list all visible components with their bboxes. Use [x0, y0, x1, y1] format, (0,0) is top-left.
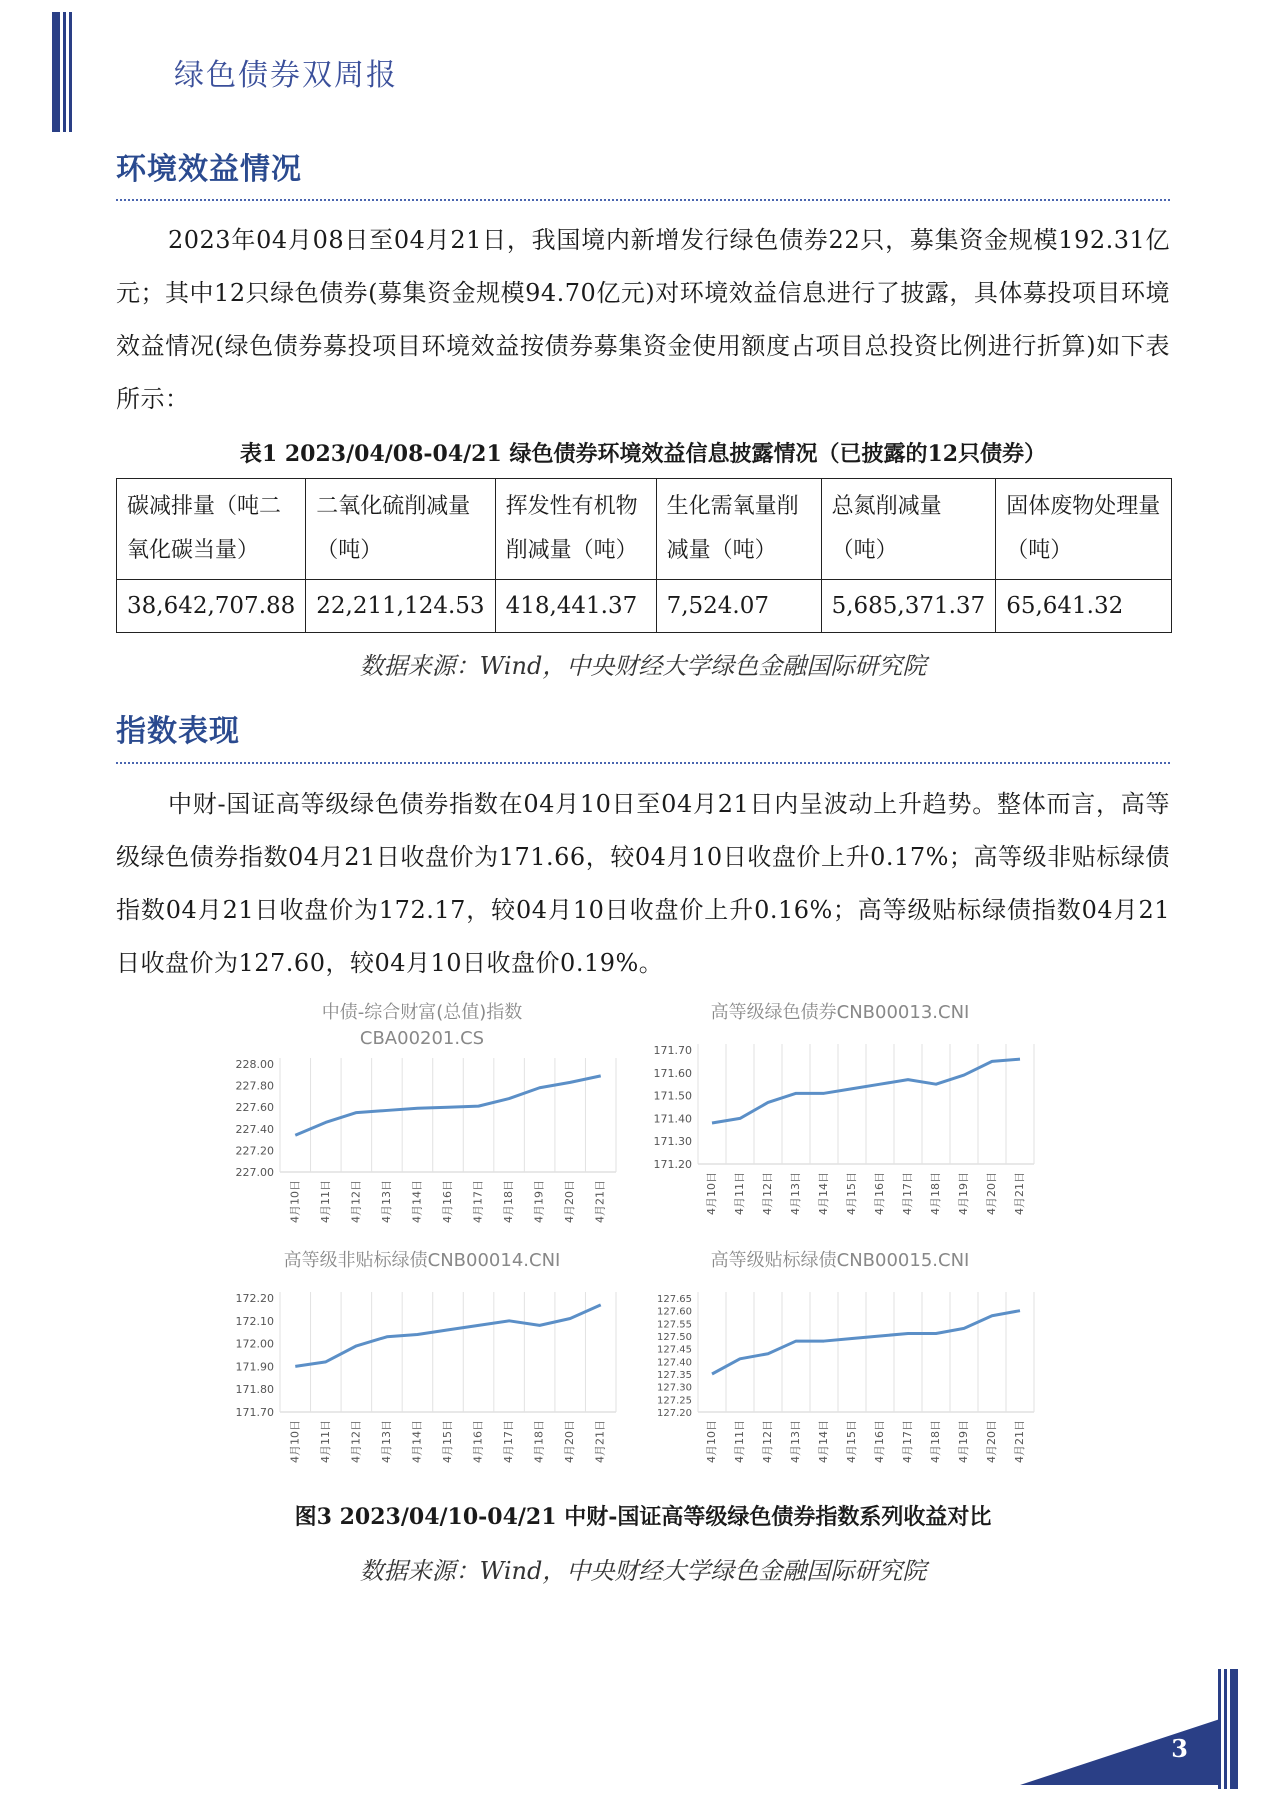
chart-cnb00013: [640, 1000, 1040, 1240]
y-tick-label: 227.80: [235, 1079, 274, 1093]
y-tick-label: 171.70: [653, 1044, 692, 1057]
chart-title: 高等级贴标绿债CNB00015.CNI: [710, 1250, 970, 1271]
chart-plot: [640, 1248, 1040, 1488]
chart-title: 中债-综合财富(总值)指数: [321, 1002, 523, 1023]
y-tick-label: 127.35: [657, 1370, 692, 1381]
table-cell: 7,524.07: [656, 580, 821, 633]
x-tick-label: 4月11日: [733, 1420, 746, 1463]
x-tick-label: 4月17日: [901, 1420, 914, 1463]
table-header-row: [117, 479, 1172, 580]
chart-cba00201: [222, 1000, 622, 1240]
table-cell: 5,685,371.37: [821, 580, 996, 633]
x-tick-label: 4月10日: [705, 1172, 718, 1215]
chart-plot: [640, 1000, 1040, 1240]
y-tick-label: 171.90: [235, 1360, 274, 1374]
x-tick-label: 4月15日: [845, 1172, 858, 1215]
x-tick-label: 4月14日: [410, 1180, 424, 1223]
y-tick-label: 171.20: [653, 1158, 692, 1171]
chart-title: 高等级非贴标绿债CNB00014.CNI: [283, 1250, 561, 1271]
table-header-cell: 生化需氧量削减量（吨）: [656, 479, 821, 580]
table-cell: 22,211,124.53: [306, 580, 495, 633]
x-tick-label: 4月10日: [705, 1420, 718, 1463]
y-tick-label: 171.30: [653, 1135, 692, 1149]
x-tick-label: 4月18日: [929, 1420, 942, 1463]
page-number: 3: [1171, 1734, 1188, 1763]
x-tick-label: 4月12日: [761, 1172, 774, 1215]
x-tick-label: 4月11日: [318, 1420, 332, 1463]
section-divider: [116, 199, 1170, 201]
chart-title: 高等级绿色债券CNB00013.CNI: [710, 1002, 970, 1023]
header-decoration-bars: [52, 12, 74, 132]
table-cell: 418,441.37: [495, 580, 656, 633]
x-tick-label: 4月21日: [593, 1180, 607, 1223]
x-tick-label: 4月15日: [441, 1420, 454, 1463]
x-tick-label: 4月14日: [817, 1420, 830, 1463]
x-tick-label: 4月17日: [901, 1172, 914, 1215]
y-tick-label: 228.00: [235, 1058, 274, 1071]
y-tick-label: 127.60: [657, 1306, 692, 1318]
y-tick-label: 127.65: [657, 1294, 692, 1305]
x-tick-label: 4月18日: [532, 1420, 546, 1463]
page-corner-triangle: [1020, 1719, 1220, 1785]
table-header-cell: 总氮削减量（吨）: [821, 479, 996, 580]
table-header-cell: 固体废物处理量（吨）: [996, 479, 1172, 580]
table-header-cell: 二氧化硫削减量（吨）: [306, 479, 495, 580]
x-tick-label: 4月20日: [563, 1420, 577, 1463]
x-tick-label: 4月21日: [1013, 1172, 1026, 1215]
x-tick-label: 4月20日: [563, 1180, 577, 1223]
y-tick-label: 127.30: [657, 1382, 692, 1394]
x-tick-label: 4月16日: [873, 1172, 886, 1215]
table-cell: 38,642,707.88: [117, 580, 306, 633]
y-tick-label: 172.20: [235, 1292, 274, 1305]
table-header-cell: 挥发性有机物削减量（吨）: [495, 479, 656, 580]
y-tick-label: 171.50: [653, 1089, 692, 1103]
x-tick-label: 4月11日: [318, 1180, 332, 1223]
table-caption: 表1 2023/04/08-04/21 绿色债券环境效益信息披露情况（已披露的12只债券）: [239, 441, 1047, 467]
x-tick-label: 4月16日: [873, 1420, 886, 1463]
chart-cnb00014: [222, 1248, 622, 1488]
y-tick-label: 127.20: [657, 1408, 692, 1419]
y-tick-label: 171.70: [235, 1406, 274, 1419]
data-source-note: 数据来源：Wind，中央财经大学绿色金融国际研究院: [359, 652, 927, 680]
report-title: 绿色债券双周报: [174, 58, 398, 93]
x-tick-label: 4月14日: [817, 1172, 830, 1215]
x-tick-label: 4月13日: [789, 1420, 802, 1463]
x-tick-label: 4月10日: [288, 1420, 302, 1463]
environment-paragraph: 2023年04月08日至04月21日，我国境内新增发行绿色债券22只，募集资金规模192.31亿元；其中12只绿色债券(募集资金规模94.70亿元)对环境效益信息进行了披露，具体募投项目环境效益情况(绿色债券募投项目环境效益按债券募集资金使用额度占项目总投资比例进行折算)如下表所示：: [116, 226, 1170, 413]
section-divider: [116, 762, 1170, 764]
y-tick-label: 127.50: [657, 1332, 692, 1343]
y-tick-label: 227.20: [235, 1144, 274, 1158]
x-tick-label: 4月13日: [379, 1420, 393, 1463]
x-tick-label: 4月19日: [532, 1180, 546, 1223]
y-tick-label: 172.00: [235, 1337, 274, 1351]
table-cell: 65,641.32: [996, 580, 1172, 633]
x-tick-label: 4月11日: [733, 1172, 746, 1215]
x-tick-label: 4月17日: [502, 1420, 516, 1463]
x-tick-label: 4月14日: [410, 1420, 424, 1463]
section-heading-environment: 环境效益情况: [116, 152, 302, 187]
data-source-note: 数据来源：Wind，中央财经大学绿色金融国际研究院: [359, 1557, 927, 1585]
y-tick-label: 171.60: [653, 1066, 692, 1080]
y-tick-label: 227.00: [235, 1166, 274, 1179]
x-tick-label: 4月17日: [471, 1180, 485, 1223]
x-tick-label: 4月18日: [929, 1172, 942, 1215]
x-tick-label: 4月16日: [441, 1180, 454, 1223]
y-tick-label: 127.45: [657, 1344, 692, 1356]
x-tick-label: 4月10日: [288, 1180, 302, 1223]
footer-decoration-bars: [1218, 1669, 1238, 1789]
x-tick-label: 4月13日: [379, 1180, 393, 1223]
chart-cnb00015: [640, 1248, 1040, 1488]
table-row: [117, 580, 1172, 633]
y-tick-label: 171.40: [653, 1112, 692, 1126]
y-tick-label: 171.80: [235, 1383, 274, 1397]
y-tick-label: 127.40: [657, 1357, 692, 1369]
x-tick-label: 4月13日: [789, 1172, 802, 1215]
index-paragraph: 中财-国证高等级绿色债券指数在04月10日至04月21日内呈波动上升趋势。整体而言，高等级绿色债券指数04月21日收盘价为171.66，较04月10日收盘价上升0.17%；高等级非贴标绿债指数04月21日收盘价为172.17，较04月10日收盘价上升0.16%；高等级贴标绿债指数04月21日收盘价为127.60，较04月10日收盘价0.19%。: [116, 790, 1170, 977]
x-tick-label: 4月20日: [985, 1420, 998, 1463]
x-tick-label: 4月12日: [761, 1420, 774, 1463]
x-tick-label: 4月20日: [985, 1172, 998, 1215]
chart-subtitle: CBA00201.CS: [359, 1028, 485, 1049]
y-tick-label: 172.10: [235, 1314, 274, 1328]
disclosure-table: [116, 478, 1172, 633]
x-tick-label: 4月16日: [471, 1420, 485, 1463]
y-tick-label: 227.40: [235, 1122, 274, 1136]
y-tick-label: 127.55: [657, 1319, 692, 1331]
x-tick-label: 4月21日: [593, 1420, 607, 1463]
x-tick-label: 4月19日: [957, 1172, 970, 1215]
y-tick-label: 127.25: [657, 1395, 692, 1407]
x-tick-label: 4月12日: [349, 1180, 363, 1223]
x-tick-label: 4月21日: [1013, 1420, 1026, 1463]
x-tick-label: 4月18日: [502, 1180, 516, 1223]
table-header-cell: 碳减排量（吨二氧化碳当量）: [117, 479, 306, 580]
x-tick-label: 4月15日: [845, 1420, 858, 1463]
y-tick-label: 227.60: [235, 1101, 274, 1115]
section-heading-index: 指数表现: [116, 714, 240, 749]
chart-plot: [222, 1248, 622, 1488]
x-tick-label: 4月19日: [957, 1420, 970, 1463]
x-tick-label: 4月12日: [349, 1420, 363, 1463]
figure-caption: 图3 2023/04/10-04/21 中财-国证高等级绿色债券指数系列收益对比: [294, 1504, 992, 1530]
